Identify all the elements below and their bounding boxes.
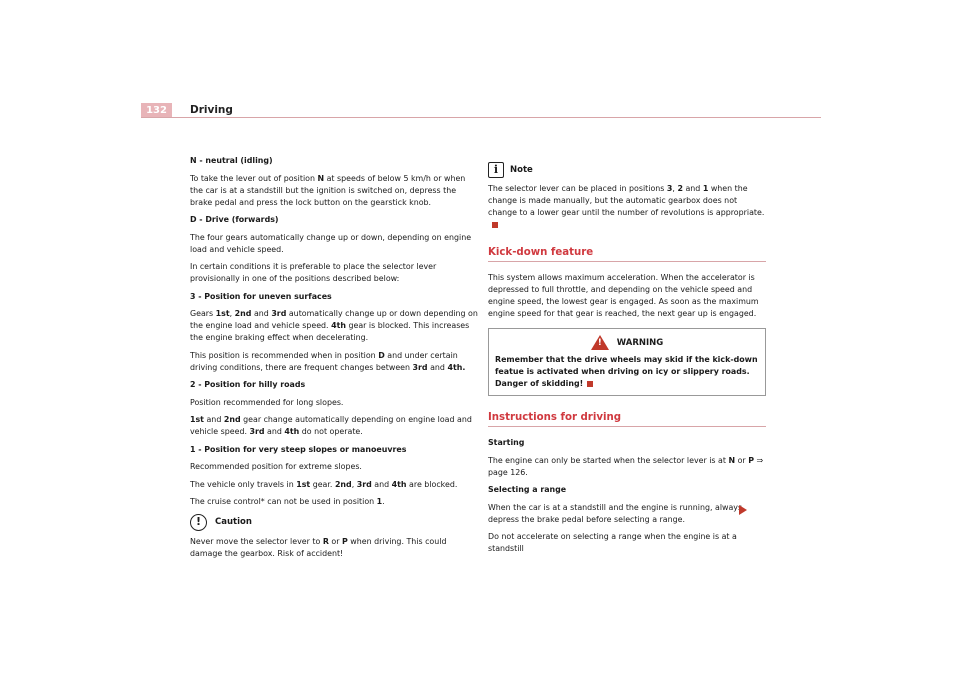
drive-paragraph-2: In certain conditions it is preferable to place the selector lever provisionally in one of the positions described below:: [190, 262, 437, 283]
page-number: 132: [141, 103, 172, 118]
note-heading: [488, 162, 766, 178]
warning-heading: [495, 335, 759, 350]
warning-title: WARNING: [616, 337, 664, 348]
gear2-paragraph-2: 1st and 2nd gear change automatically depending on engine load and vehicle speed. 3rd and 4th do not operate.: [190, 415, 472, 436]
gear2-paragraph-1: Position recommended for long slopes.: [190, 397, 344, 407]
kick-down-paragraph: This system allows maximum acceleration. When the accelerator is depressed to full throttle, and depending on the vehicle speed and engine speed, the lowest gear is engaged. As soon as the maximum engine speed for that gear is reached, the next gear up is engaged.: [488, 273, 759, 318]
warning-box: [488, 328, 766, 396]
neutral-heading: N - neutral (idling): [190, 156, 273, 165]
continue-arrow-icon: [739, 505, 747, 515]
note-title: Note: [510, 165, 533, 175]
info-icon: i: [488, 162, 504, 178]
end-of-section-icon: [587, 381, 593, 387]
section-rule: [488, 426, 766, 427]
note-paragraph: The selector lever can be placed in positions 3, 2 and 1 when the change is made manually, but the automatic gearbox does not change to a lower gear until the number of revolutions is appropriate.: [488, 183, 766, 231]
gear1-paragraph-1: Recommended position for extreme slopes.: [190, 462, 362, 471]
chapter-title: Driving: [190, 104, 233, 116]
caution-paragraph: Never move the selector lever to R or P when driving. This could damage the gearbox. Risk of accident!: [190, 536, 447, 558]
selecting-range-paragraph-1: When the car is at a standstill and the engine is running, always depress the brake pedal before selecting a range.: [488, 502, 743, 524]
starting-paragraph: The engine can only be started when the selector lever is at N or P ⇒ page 126.: [488, 455, 764, 477]
selecting-range-paragraph-2: Do not accelerate on selecting a range when the engine is at a standstill: [488, 532, 737, 553]
selecting-range-heading: Selecting a range: [488, 485, 567, 494]
header-rule: [141, 117, 821, 118]
kick-down-heading: Kick-down feature: [488, 247, 594, 258]
gear3-paragraph-1: Gears 1st, 2nd and 3rd automatically change up or down depending on the engine load and vehicle speed. 4th gear is blocked. This increases the engine braking effect when decelerating.: [190, 309, 478, 342]
gear2-heading: 2 - Position for hilly roads: [190, 380, 306, 389]
warning-text: Remember that the drive wheels may skid if the kick-down featue is activated when driving on icy or slippery roads. Danger of skidding!: [495, 355, 758, 388]
caution-title: Caution: [215, 517, 252, 527]
end-of-section-icon: [492, 222, 498, 228]
section-rule: [488, 261, 766, 262]
drive-paragraph-1: The four gears automatically change up or down, depending on engine load and vehicle speed.: [190, 232, 472, 254]
left-column: [190, 155, 478, 565]
instructions-heading: Instructions for driving: [488, 412, 622, 423]
gear1-paragraph-2: The vehicle only travels in 1st gear. 2nd, 3rd and 4th are blocked.: [190, 479, 458, 489]
caution-heading: [190, 514, 478, 531]
warning-triangle-icon: !: [591, 335, 609, 350]
caution-icon: !: [190, 514, 207, 531]
cruise-control-paragraph: The cruise control* can not be used in position 1.: [190, 497, 385, 506]
drive-heading: D - Drive (forwards): [190, 215, 279, 224]
gear3-heading: 3 - Position for uneven surfaces: [190, 291, 332, 301]
neutral-paragraph: To take the lever out of position N at speeds of below 5 km/h or when the car is at a standstill but the ignition is switched on, depress the brake pedal and press the lock button on the gearstick knob.: [190, 173, 466, 207]
starting-heading: Starting: [488, 438, 525, 447]
gear3-paragraph-2: This position is recommended when in position D and under certain driving conditions, there are frequent changes between 3rd and 4th.: [190, 350, 466, 372]
right-column: [488, 160, 766, 561]
gear1-heading: 1 - Position for very steep slopes or manoeuvres: [190, 444, 407, 454]
